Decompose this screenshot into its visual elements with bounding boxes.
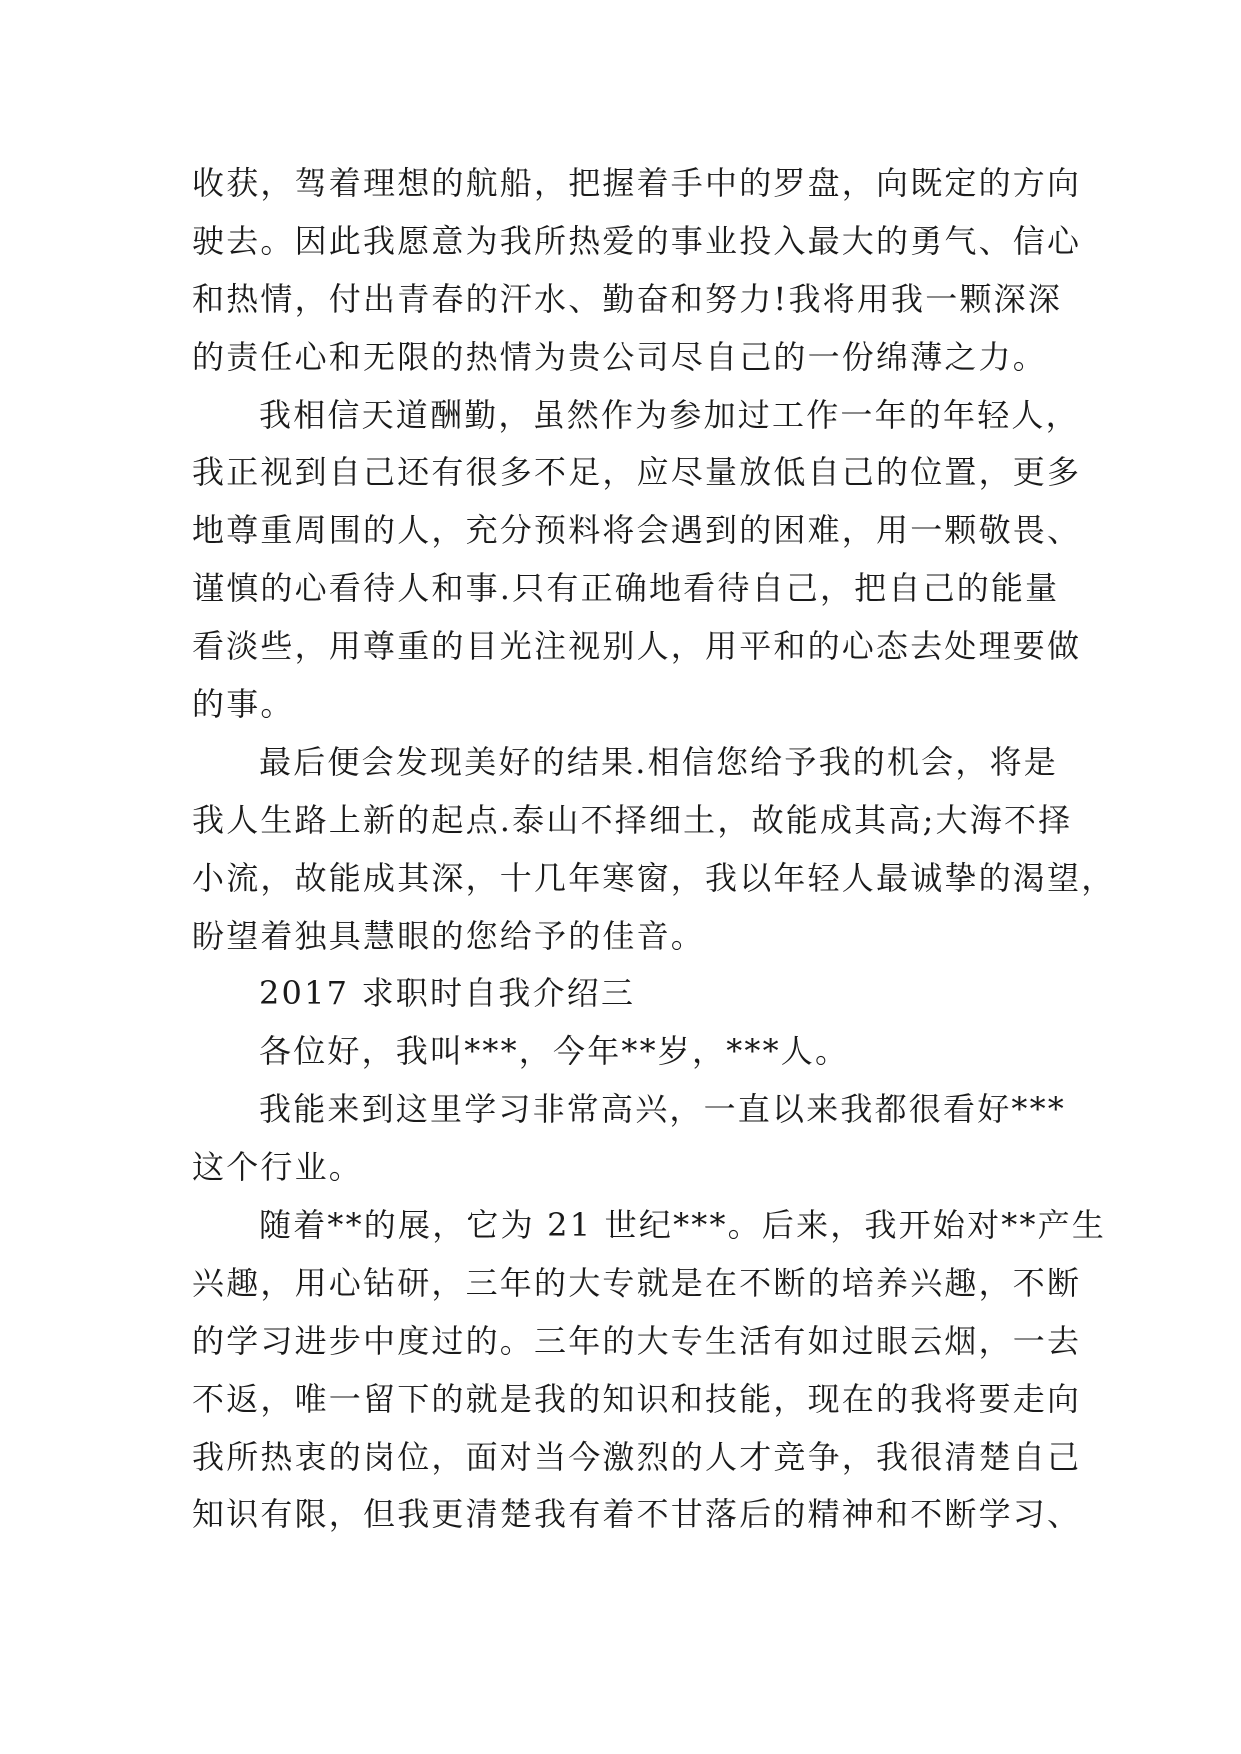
text-line: 地尊重周围的人，充分预料将会遇到的困难，用一颗敬畏、	[192, 511, 1082, 550]
document-body	[192, 155, 1116, 1544]
text-line: 各位好，我叫***，今年**岁，***人。	[259, 1032, 850, 1071]
text-line: 我能来到这里学习非常高兴，一直以来我都很看好***	[259, 1090, 1067, 1129]
text-line: 驶去。因此我愿意为我所热爱的事业投入最大的勇气、信心	[192, 221, 1082, 260]
text-line: 最后便会发现美好的结果.相信您给予我的机会，将是	[259, 742, 1058, 781]
text-line: 收获，驾着理想的航船，把握着手中的罗盘，向既定的方向	[192, 164, 1082, 202]
text-line: 我所热衷的岗位，面对当今激烈的人才竞争，我很清楚自己	[192, 1437, 1082, 1476]
text-line: 2017 求职时自我介绍三	[259, 974, 636, 1013]
text-line: 谨慎的心看待人和事.只有正确地看待自己，把自己的能量	[192, 569, 1060, 608]
text-line: 看淡些，用尊重的目光注视别人，用平和的心态去处理要做	[192, 627, 1082, 666]
text-line: 不返，唯一留下的就是我的知识和技能，现在的我将要走向	[192, 1379, 1082, 1418]
text-line: 兴趣，用心钻研，三年的大专就是在不断的培养兴趣，不断	[192, 1263, 1082, 1302]
text-line: 的学习进步中度过的。三年的大专生活有如过眼云烟，一去	[192, 1321, 1082, 1360]
text-line: 随着**的展，它为 21 世纪***。后来，我开始对**产生	[259, 1206, 1107, 1245]
text-line: 我正视到自己还有很多不足，应尽量放低自己的位置，更多	[192, 453, 1082, 492]
text-line: 小流，故能成其深，十几年寒窗，我以年轻人最诚挚的渴望，	[192, 858, 1116, 897]
text-line: 盼望着独具慧眼的您给予的佳音。	[192, 916, 706, 955]
text-line: 和热情，付出青春的汗水、勤奋和努力!我将用我一颗深深	[192, 279, 1063, 318]
text-line: 知识有限，但我更清楚我有着不甘落后的精神和不断学习、	[192, 1495, 1082, 1534]
text-line: 我相信天道酬勤，虽然作为参加过工作一年的年轻人，	[259, 395, 1080, 434]
text-line: 的事。	[192, 685, 295, 724]
text-line: 我人生路上新的起点.泰山不择细土，故能成其高;大海不择	[192, 800, 1073, 839]
text-line: 的责任心和无限的热情为贵公司尽自己的一份绵薄之力。	[192, 337, 1048, 376]
text-line: 这个行业。	[192, 1148, 364, 1187]
